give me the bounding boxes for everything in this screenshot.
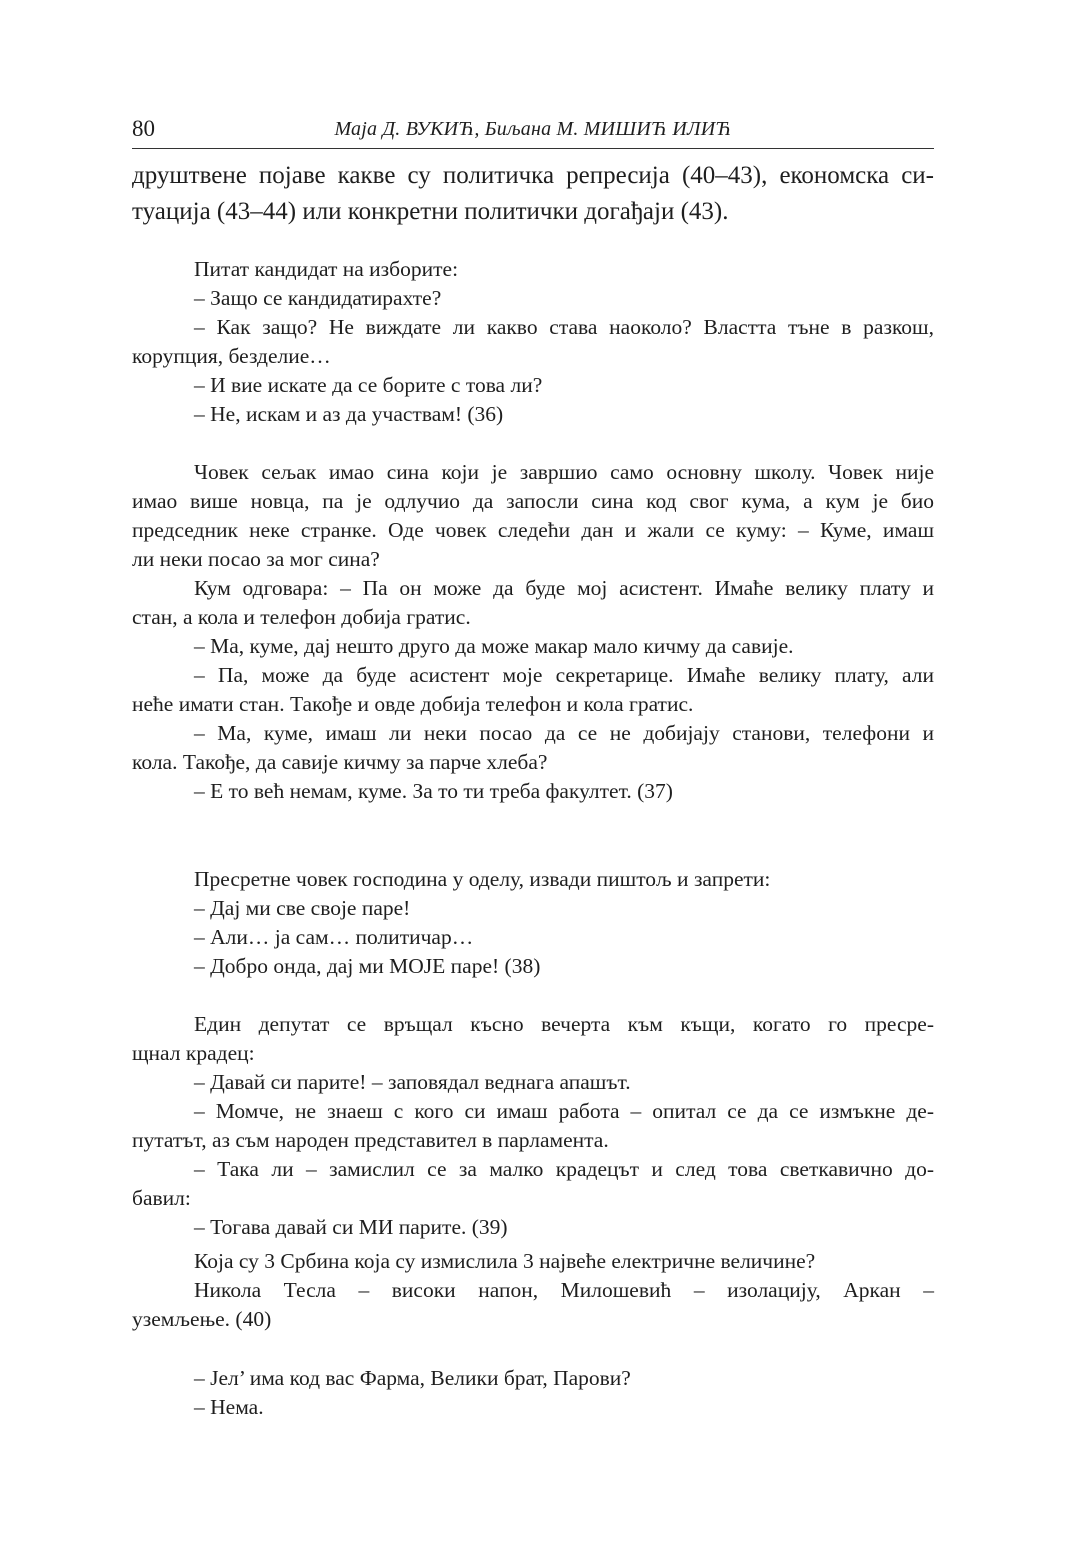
joke-line: – И вие искате да се борите с това ли?: [194, 373, 543, 397]
joke-line: щнал крадец:: [132, 1041, 255, 1065]
joke-line: – Ма, куме, имаш ли неки посао да се не добијају станови, телефони и: [194, 721, 934, 745]
joke-line: – Али… ја сам… политичар…: [194, 925, 474, 949]
lead-paragraph: [132, 158, 934, 230]
lead-line: туација (43–44) или конкретни политички догађаји (43).: [132, 198, 729, 225]
joke-line: Никола Тесла – високи напон, Милошевић – изолацију, Аркан –: [194, 1278, 934, 1302]
joke-line: – Тогава давай си МИ парите. (39): [194, 1215, 508, 1239]
joke-line: – Така ли – замислил се за малко крадецът и след това светкавично до-: [194, 1157, 934, 1181]
joke-line: – Добро онда, дај ми МОЈЕ паре! (38): [194, 954, 541, 978]
joke-38: [132, 865, 934, 981]
joke-line: имао више новца, па је одлучио да запосли сина код свог кума, а кум је био: [132, 489, 934, 513]
joke-line: неће имати стан. Такође и овде добија телефон и кола гратис.: [132, 692, 694, 716]
joke-line: – Дај ми све своје паре!: [194, 896, 411, 920]
joke-line: – Как защо? Не виждате ли какво става наоколо? Властта тъне в разкош,: [194, 315, 934, 339]
joke-line: председник неке странке. Оде човек следећи дан и жали се куму: – Куме, имаш: [132, 518, 934, 542]
joke-line: Питат кандидат на изборите:: [194, 257, 459, 281]
joke-line: путатът, аз съм народен представител в парламента.: [132, 1128, 609, 1152]
joke-line: стан, а кола и телефон добија гратис.: [132, 605, 471, 629]
joke-line: Кум одговара: – Па он може да буде мој асистент. Имаће велику плату и: [194, 576, 934, 600]
joke-line: ли неки посао за мог сина?: [132, 547, 380, 571]
joke-40: [132, 1247, 934, 1334]
joke-line: Пресретне човек господина у оделу, извади пиштољ и запрети:: [194, 867, 771, 891]
lead-line: друштвене појаве какве су политичка репресија (40–43), економска си-: [132, 162, 934, 189]
page-header: [132, 116, 934, 149]
joke-39: [132, 1010, 934, 1242]
joke-line: кола. Такође, да савије кичму за парче хлеба?: [132, 750, 548, 774]
joke-line: – Па, може да буде асистент моје секретарице. Имаће велику плату, али: [194, 663, 934, 687]
joke-line: Човек сељак имао сина који је завршио само основну школу. Човек није: [194, 460, 934, 484]
joke-line: уземљење. (40): [132, 1307, 272, 1331]
joke-line: – Момче, не знаеш с кого си имаш работа – опитал се да се измъкне де-: [194, 1099, 934, 1123]
joke-41: [132, 1364, 934, 1422]
joke-37: [132, 458, 934, 806]
page-number: 80: [132, 116, 155, 141]
joke-line: – Нема.: [194, 1395, 264, 1419]
joke-line: – Не, искам и аз да участвам! (36): [194, 402, 504, 426]
joke-line: – Јел’ има код вас Фарма, Велики брат, Парови?: [194, 1366, 631, 1390]
joke-line: – Защо се кандидатирахте?: [194, 286, 442, 310]
joke-36: [132, 255, 934, 429]
joke-line: – Ма, куме, дај нешто друго да може макар мало кичму да савије.: [194, 634, 794, 658]
joke-line: – Е то већ немам, куме. За то ти треба факултет. (37): [194, 779, 673, 803]
joke-line: Која су 3 Србина која су измислила 3 највеће електричне величине?: [194, 1249, 816, 1273]
joke-line: – Давай си парите! – заповядал веднага апашът.: [194, 1070, 631, 1094]
running-title: Маја Д. ВУКИЋ, Биљана М. МИШИЋ ИЛИЋ: [334, 118, 732, 140]
joke-line: Един депутат се връщал късно вечерта към къщи, когато го пресре-: [194, 1012, 934, 1036]
joke-line: корупция, безделие…: [132, 344, 331, 368]
joke-line: бавил:: [132, 1186, 191, 1210]
